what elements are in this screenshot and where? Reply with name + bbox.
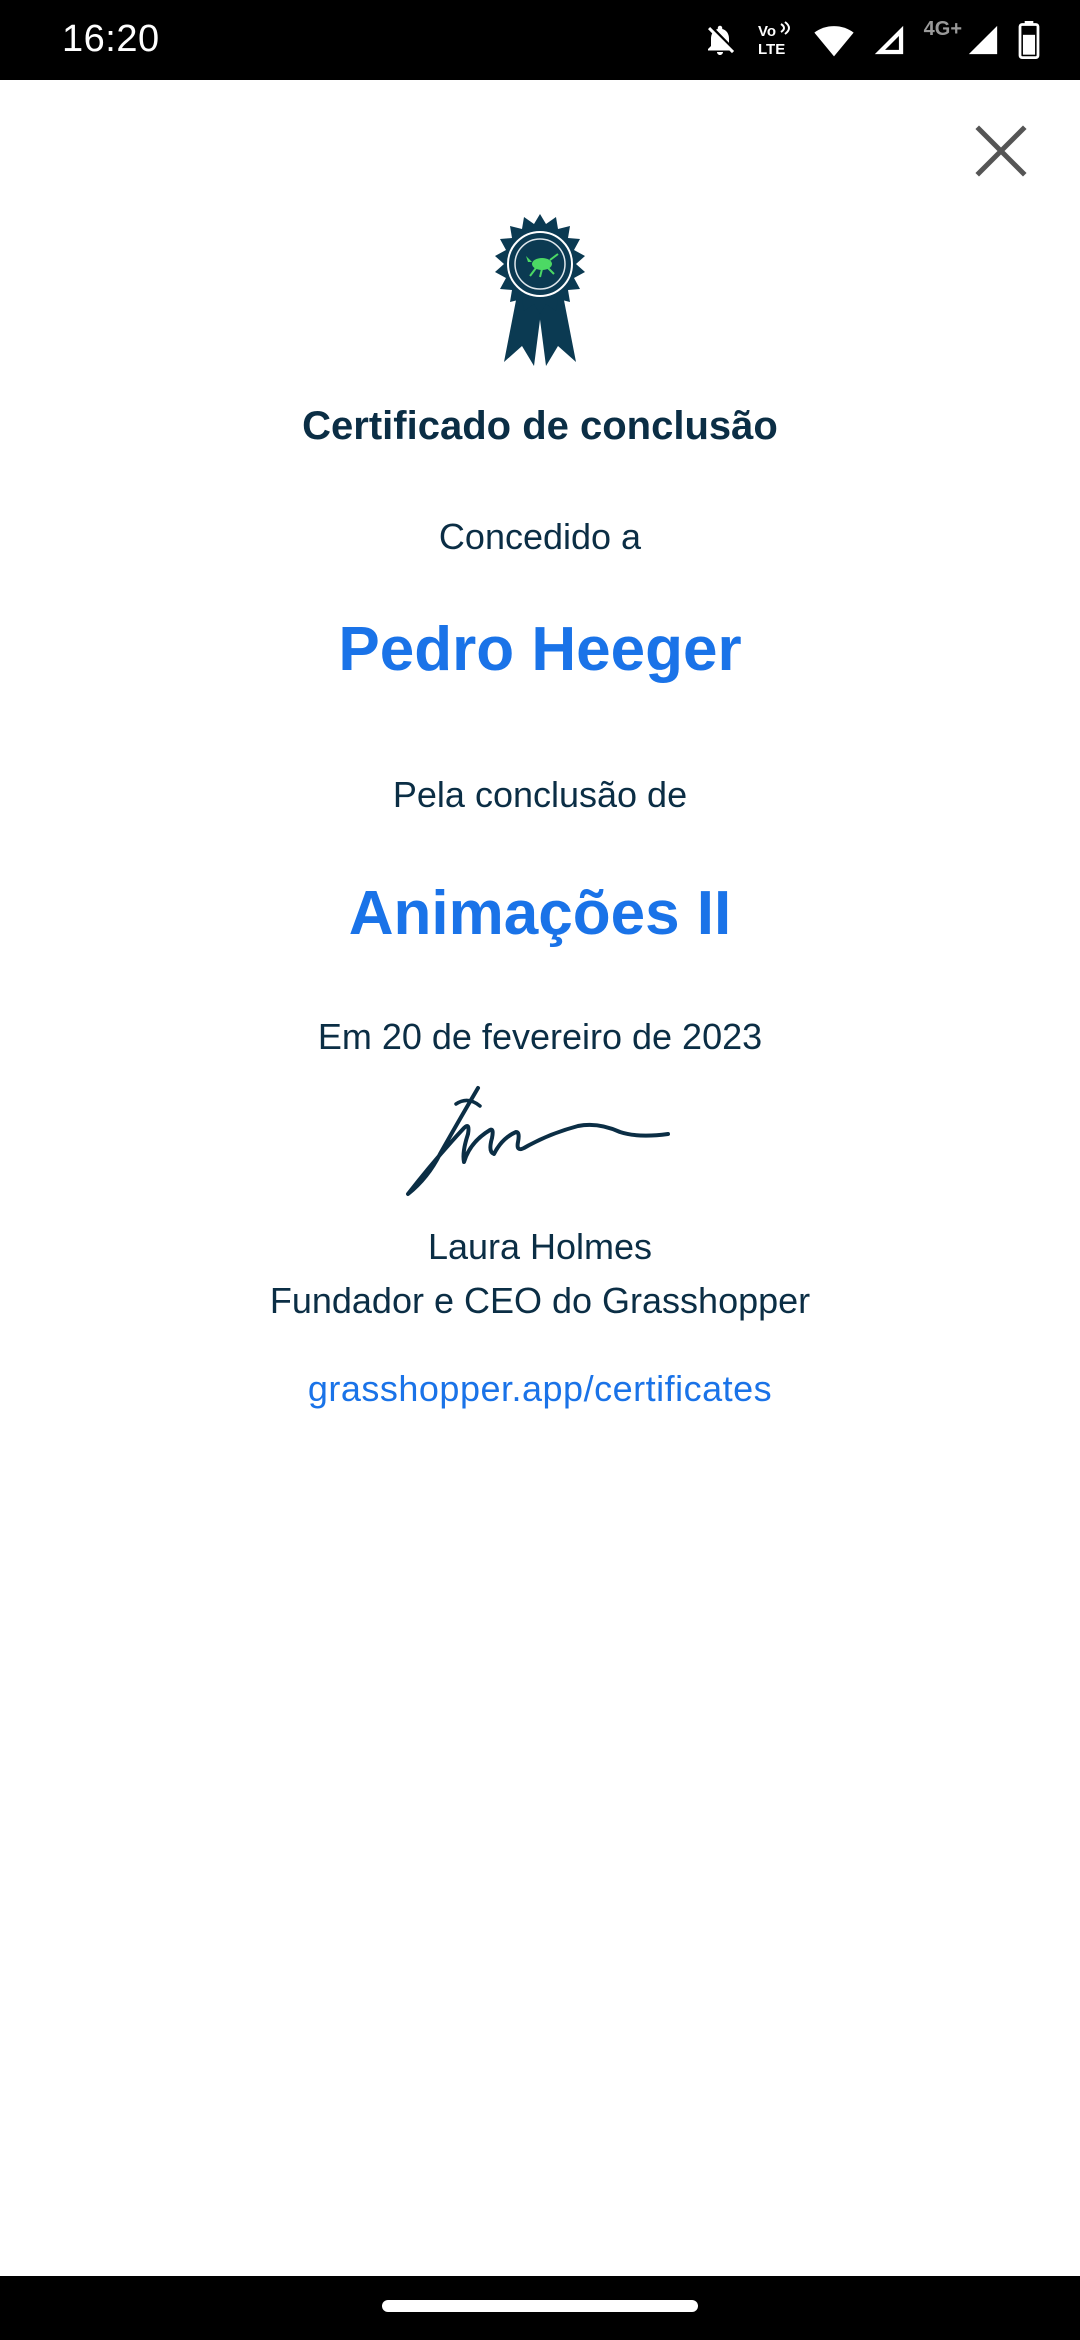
certificates-link[interactable]: grasshopper.app/certificates (307, 1368, 773, 1409)
wifi-icon (814, 22, 854, 58)
status-bar (0, 0, 1080, 80)
svg-text:LTE: LTE (757, 41, 785, 58)
completion-date: Em 20 de fevereiro de 2023 (317, 1016, 763, 1057)
signal-full-icon (966, 23, 1000, 57)
close-icon (975, 125, 1027, 177)
signer-role: Fundador e CEO do Grasshopper (269, 1280, 811, 1321)
status-time: 16:20 (62, 18, 160, 60)
home-indicator[interactable] (382, 2300, 698, 2312)
volte-icon (756, 20, 796, 60)
certificate-title: Certificado de conclusão (302, 404, 778, 448)
award-ribbon-icon (490, 212, 590, 368)
status-icons (702, 18, 1040, 62)
course-name: Animações II (348, 879, 732, 948)
awarded-label: Concedido a (438, 516, 642, 557)
notifications-off-icon (702, 22, 738, 58)
recipient-name: Pedro Heeger (338, 615, 742, 684)
close-button[interactable] (962, 112, 1040, 190)
svg-text:Vo: Vo (757, 23, 776, 40)
completion-label: Pela conclusão de (392, 774, 688, 815)
network-type-label: 4G+ (923, 18, 962, 40)
battery-icon (1018, 21, 1040, 59)
signer-name: Laura Holmes (427, 1226, 653, 1267)
signature-image (398, 1082, 678, 1202)
signal-empty-icon (872, 23, 906, 57)
